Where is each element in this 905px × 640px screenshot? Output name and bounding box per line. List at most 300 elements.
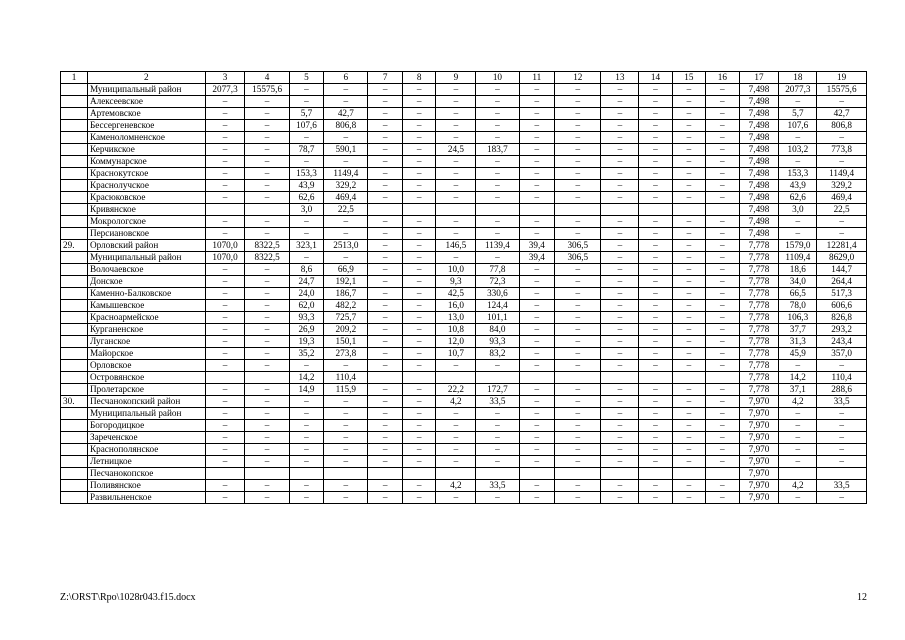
table-cell: 93,3 [289,312,324,324]
table-cell: 26,9 [289,324,324,336]
table-cell: – [245,156,289,168]
table-cell: – [672,444,705,456]
table-cell: – [519,396,555,408]
table-cell [61,156,88,168]
table-cell: – [324,84,368,96]
table-cell [61,168,88,180]
table-cell: – [555,156,601,168]
table-cell: 103,2 [779,144,817,156]
table-cell: 31,3 [779,336,817,348]
table-cell: – [817,360,867,372]
table-cell: – [639,144,672,156]
table-cell: 107,6 [779,120,817,132]
table-cell: – [402,96,435,108]
table-cell: – [324,432,368,444]
table-cell: – [368,360,403,372]
table-cell: 306,5 [555,240,601,252]
table-cell [61,216,88,228]
table-cell: 22,5 [324,204,368,216]
table-cell: – [817,444,867,456]
table-cell [61,264,88,276]
header-cell: 4 [245,72,289,84]
table-cell: 101,1 [476,312,519,324]
table-cell: – [368,168,403,180]
table-cell: 7,498 [739,180,779,192]
table-cell: – [368,396,403,408]
row-name-cell: Каменоломненское [87,132,205,144]
table-cell: 33,5 [476,480,519,492]
row-name-cell: Муниципальный район [87,408,205,420]
table-cell: 288,6 [817,384,867,396]
table-row [61,480,867,492]
table-cell: – [601,228,639,240]
table-row [61,468,867,480]
table-cell: – [779,432,817,444]
table-cell: – [601,348,639,360]
table-cell [61,108,88,120]
header-cell: 3 [205,72,245,84]
table-cell: – [402,276,435,288]
table-cell: – [519,84,555,96]
table-cell [61,180,88,192]
table-cell: – [402,252,435,264]
table-cell: – [672,120,705,132]
table-cell: – [368,216,403,228]
table-cell: 106,3 [779,312,817,324]
table-cell: – [601,264,639,276]
table-cell: 15575,6 [817,84,867,96]
table-cell [706,372,739,384]
table-cell: – [672,360,705,372]
table-cell: – [289,156,324,168]
table-cell: – [519,228,555,240]
table-cell: 144,7 [817,264,867,276]
table-cell: – [324,480,368,492]
table-cell: – [601,360,639,372]
table-cell: 83,2 [476,348,519,360]
table-cell: – [205,360,245,372]
table-cell: 2077,3 [205,84,245,96]
table-cell: – [476,192,519,204]
table-row [61,336,867,348]
table-cell [436,468,476,480]
table-cell: 45,9 [779,348,817,360]
table-cell: – [779,420,817,432]
table-cell: 33,5 [817,480,867,492]
table-cell: – [817,216,867,228]
table-cell: – [436,120,476,132]
table-cell: – [402,132,435,144]
table-cell [61,372,88,384]
table-cell: – [555,312,601,324]
table-cell: 293,2 [817,324,867,336]
table-cell: – [402,156,435,168]
table-cell: – [555,144,601,156]
table-cell [61,300,88,312]
table-cell: – [706,288,739,300]
table-cell [61,228,88,240]
table-cell: – [672,324,705,336]
table-cell: 7,498 [739,168,779,180]
table-cell: – [706,408,739,420]
table-cell [245,372,289,384]
table-cell: – [672,456,705,468]
table-cell: 323,1 [289,240,324,252]
table-cell: 7,778 [739,372,779,384]
table-cell: – [519,216,555,228]
table-cell: 14,2 [289,372,324,384]
table-cell: 7,498 [739,108,779,120]
table-cell: 8629,0 [817,252,867,264]
table-cell: – [817,96,867,108]
table-cell: – [436,492,476,504]
table-cell: – [368,264,403,276]
table-cell: 43,9 [289,180,324,192]
table-cell: – [402,288,435,300]
table-cell: – [672,168,705,180]
table-cell [61,336,88,348]
table-cell: 77,8 [476,264,519,276]
table-cell: – [245,408,289,420]
table-cell: – [436,96,476,108]
table-cell: – [402,456,435,468]
table-cell: – [368,348,403,360]
table-cell: – [639,300,672,312]
table-cell: – [672,228,705,240]
table-cell: – [205,408,245,420]
table-cell: – [324,360,368,372]
table-cell: – [368,120,403,132]
table-cell: 10,8 [436,324,476,336]
table-cell: – [324,420,368,432]
row-name-cell: Персиановское [87,228,205,240]
table-cell: – [476,96,519,108]
table-cell: 329,2 [324,180,368,192]
table-cell: – [672,396,705,408]
table-row [61,252,867,264]
table-cell: – [555,360,601,372]
table-cell [817,468,867,480]
table-cell: 62,0 [289,300,324,312]
table-cell: – [289,420,324,432]
table-cell: – [706,300,739,312]
table-cell: – [639,456,672,468]
table-cell: – [555,264,601,276]
table-cell: 2513,0 [324,240,368,252]
table-cell: – [205,348,245,360]
table-cell [61,312,88,324]
table-cell: – [205,492,245,504]
table-cell: – [779,492,817,504]
table-cell: 24,0 [289,288,324,300]
table-cell: 110,4 [817,372,867,384]
table-row [61,180,867,192]
table-cell [61,480,88,492]
header-cell: 2 [87,72,205,84]
table-cell: – [476,408,519,420]
table-cell: – [519,264,555,276]
table-cell: – [601,156,639,168]
table-cell: – [672,288,705,300]
table-cell: – [205,264,245,276]
table-row [61,240,867,252]
table-cell: 4,2 [436,480,476,492]
table-cell: – [289,252,324,264]
row-name-cell: Керчикское [87,144,205,156]
table-cell: – [555,84,601,96]
table-cell: 172,7 [476,384,519,396]
table-cell: 115,9 [324,384,368,396]
table-cell: – [519,444,555,456]
footer-file-path: Z:\ORST\Rpo\1028r043.f15.docx [60,592,196,603]
table-cell: – [436,408,476,420]
table-cell: – [601,384,639,396]
table-cell: – [368,336,403,348]
table-cell: – [205,300,245,312]
table-row [61,360,867,372]
table-cell: – [402,168,435,180]
table-cell [779,468,817,480]
table-cell: – [706,492,739,504]
table-cell: – [245,348,289,360]
table-cell: – [205,108,245,120]
table-cell [61,384,88,396]
header-cell: 16 [706,72,739,84]
data-table [60,71,867,504]
table-cell: – [639,348,672,360]
table-cell: – [436,252,476,264]
table-cell: – [706,312,739,324]
table-cell: – [289,84,324,96]
table-cell: – [402,300,435,312]
table-cell: – [706,384,739,396]
table-cell: – [436,420,476,432]
table-cell: 7,498 [739,144,779,156]
table-cell: – [476,156,519,168]
table-row [61,108,867,120]
table-cell: 4,2 [779,480,817,492]
table-cell: – [245,312,289,324]
table-cell: 35,2 [289,348,324,360]
table-cell: – [601,252,639,264]
table-cell: 37,1 [779,384,817,396]
table-cell [672,468,705,480]
table-cell: – [205,192,245,204]
table-cell: – [245,300,289,312]
table-cell: – [639,444,672,456]
header-cell: 10 [476,72,519,84]
table-cell: 42,5 [436,288,476,300]
footer-page-number: 12 [857,592,867,603]
table-cell: – [368,132,403,144]
table-cell: – [402,144,435,156]
table-cell: 7,970 [739,408,779,420]
table-cell [436,372,476,384]
table-cell: – [368,96,403,108]
table-cell: 773,8 [817,144,867,156]
table-cell: – [706,132,739,144]
table-cell: – [639,480,672,492]
table-cell: – [245,120,289,132]
table-cell: – [706,456,739,468]
table-cell [555,204,601,216]
table-cell: – [519,336,555,348]
row-name-cell: Коммунарское [87,156,205,168]
table-cell: – [245,216,289,228]
table-cell: – [672,96,705,108]
table-cell: – [601,180,639,192]
table-cell: – [555,420,601,432]
table-cell: – [779,408,817,420]
table-cell: – [402,384,435,396]
table-cell: 7,970 [739,432,779,444]
table-cell: 7,778 [739,324,779,336]
table-cell: 5,7 [779,108,817,120]
table-cell [436,204,476,216]
table-cell: 1579,0 [779,240,817,252]
table-cell: – [476,228,519,240]
table-cell: – [672,240,705,252]
row-name-cell: Камышевское [87,300,205,312]
table-cell: – [706,240,739,252]
table-cell: – [368,192,403,204]
table-cell: – [476,432,519,444]
row-name-cell: Пролетарское [87,384,205,396]
table-cell: – [601,96,639,108]
table-cell: 42,7 [324,108,368,120]
table-cell [706,468,739,480]
table-cell [245,204,289,216]
table-cell: – [601,492,639,504]
table-cell: 357,0 [817,348,867,360]
table-cell: – [368,312,403,324]
table-cell: – [402,480,435,492]
table-cell: – [555,108,601,120]
table-cell: – [324,156,368,168]
table-cell: 33,5 [817,396,867,408]
table-cell: – [639,228,672,240]
table-cell: 146,5 [436,240,476,252]
table-cell: – [245,420,289,432]
table-cell: – [555,120,601,132]
table-cell: 7,970 [739,444,779,456]
table-cell [519,468,555,480]
table-cell: – [402,360,435,372]
row-name-cell: Красноармейское [87,312,205,324]
table-cell: 7,970 [739,480,779,492]
table-cell [639,468,672,480]
header-cell: 15 [672,72,705,84]
table-cell: – [476,108,519,120]
table-cell [61,132,88,144]
table-cell: – [324,492,368,504]
table-cell: – [672,84,705,96]
table-cell: – [672,156,705,168]
table-cell: – [245,96,289,108]
table-cell: – [245,360,289,372]
table-row [61,372,867,384]
table-cell: 16,0 [436,300,476,312]
table-cell: – [245,324,289,336]
table-cell: – [324,96,368,108]
table-cell: – [368,456,403,468]
table-row [61,384,867,396]
table-cell: – [368,252,403,264]
table-cell [672,204,705,216]
table-cell: – [519,312,555,324]
table-cell: – [639,408,672,420]
table-cell: 7,970 [739,420,779,432]
table-cell: 7,778 [739,264,779,276]
table-cell: – [519,132,555,144]
table-cell: – [706,192,739,204]
table-cell [61,120,88,132]
table-row [61,96,867,108]
table-cell: – [368,408,403,420]
table-cell: – [555,168,601,180]
table-cell: – [519,96,555,108]
table-cell: – [672,216,705,228]
table-cell: 264,4 [817,276,867,288]
table-cell: – [817,156,867,168]
table-cell [61,252,88,264]
table-cell: 7,498 [739,132,779,144]
table-cell: 7,498 [739,156,779,168]
header-cell: 8 [402,72,435,84]
table-cell: – [639,264,672,276]
table-cell: – [245,492,289,504]
table-cell: 7,778 [739,360,779,372]
table-cell: – [368,288,403,300]
table-cell: – [436,432,476,444]
table-cell: – [368,420,403,432]
table-cell: 24,7 [289,276,324,288]
table-cell: 9,3 [436,276,476,288]
table-header-row [61,72,867,84]
table-cell: – [672,348,705,360]
table-cell [402,204,435,216]
table-cell: 469,4 [324,192,368,204]
table-cell: – [519,300,555,312]
table-cell: 1139,4 [476,240,519,252]
table-cell: – [402,228,435,240]
table-cell: – [205,456,245,468]
table-cell [402,372,435,384]
header-cell: 5 [289,72,324,84]
table-cell: 37,7 [779,324,817,336]
table-cell: 7,970 [739,456,779,468]
table-cell: 19,3 [289,336,324,348]
table-cell: 183,7 [476,144,519,156]
table-cell: 42,7 [817,108,867,120]
table-cell: – [706,432,739,444]
table-cell: – [476,492,519,504]
table-cell: – [706,276,739,288]
table-cell: – [601,480,639,492]
table-cell: – [672,252,705,264]
table-cell: – [639,252,672,264]
table-cell: 329,2 [817,180,867,192]
table-cell [601,204,639,216]
table-row [61,288,867,300]
table-cell: – [368,276,403,288]
table-cell: – [639,276,672,288]
table-cell: 7,778 [739,276,779,288]
table-cell: – [436,108,476,120]
table-cell: 7,778 [739,288,779,300]
table-cell: 18,6 [779,264,817,276]
table-cell: 8,6 [289,264,324,276]
